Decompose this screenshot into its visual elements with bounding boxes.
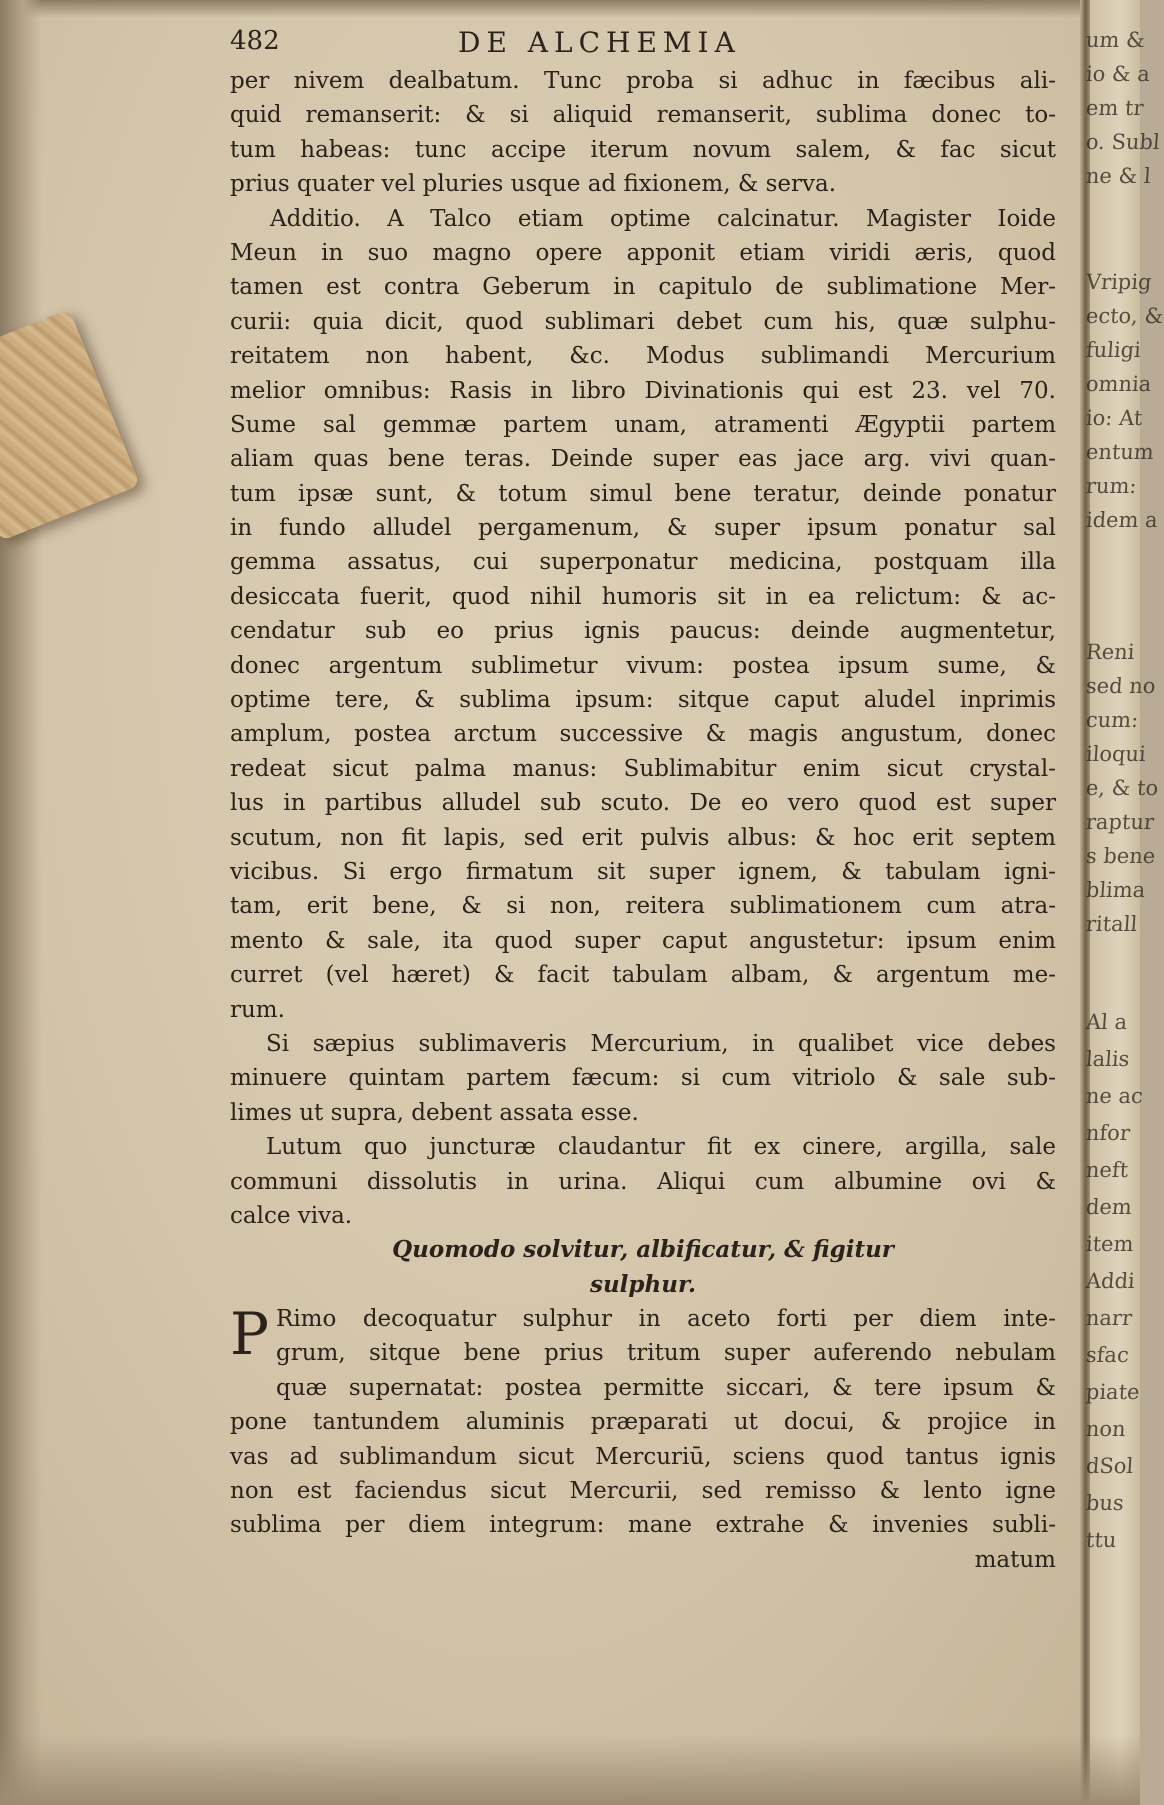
- section-heading: sulphur.: [590, 1270, 696, 1298]
- facing-page-fragment: Vripig: [1085, 270, 1153, 294]
- facing-page-fragment: sed no: [1085, 674, 1157, 698]
- facing-page-fragment: idem a: [1085, 508, 1159, 532]
- text-line: tum ipsæ sunt, & totum simul bene teratur, deinde ponatur: [230, 480, 1056, 507]
- facing-page-fragment: blima: [1085, 878, 1147, 902]
- facing-page-fragment: bus: [1085, 1491, 1125, 1515]
- facing-page-fragment: io & a: [1085, 62, 1151, 86]
- text-line: curii: quia dicit, quod sublimari debet cum his, quæ sulphu-: [230, 308, 1056, 335]
- facing-page-fragment: Al a: [1085, 1010, 1128, 1034]
- facing-page-fragment: dSol: [1085, 1454, 1135, 1478]
- facing-page-fragment: em tr: [1085, 96, 1145, 120]
- text-line: lus in partibus alludel sub scuto. De eo vero quod est super: [230, 790, 1056, 817]
- binding-shadow: [0, 0, 42, 1805]
- text-line: tamen est contra Geberum in capitulo de sublimatione Mer-: [230, 274, 1056, 301]
- drop-capital: P: [230, 1300, 270, 1369]
- text-line: Meun in suo magno opere apponit etiam viridi æris, quod: [230, 239, 1056, 266]
- facing-page-fragment: ne & l: [1085, 164, 1152, 188]
- facing-page-fragment: ne ac: [1085, 1084, 1144, 1108]
- facing-page-fragment: item: [1085, 1232, 1135, 1256]
- main-text-block: [230, 64, 1056, 1577]
- text-line: scutum, non fit lapis, sed erit pulvis albus: & hoc erit septem: [230, 824, 1056, 851]
- facing-page-fragment: omnia: [1085, 372, 1153, 396]
- text-line: sublima per diem integrum: mane extrahe & invenies subli-: [230, 1512, 1056, 1539]
- facing-page-fragment: lalis: [1085, 1047, 1131, 1071]
- facing-page-fragment: s bene: [1085, 844, 1157, 868]
- facing-page-fragment: nfor: [1085, 1121, 1131, 1145]
- facing-page-fragment: ritall: [1085, 912, 1138, 936]
- text-line: Additio. A Talco etiam optime calcinatur. Magister Ioide: [270, 205, 1056, 232]
- facing-page-fragment: o. Subl: [1085, 130, 1161, 154]
- text-line: cendatur sub eo prius ignis paucus: deinde augmentetur,: [230, 618, 1056, 645]
- facing-page-fragment: ecto, &: [1085, 304, 1164, 328]
- section-heading: Quomodo solvitur, albificatur, & figitur: [392, 1236, 894, 1264]
- page-top-edge: [0, 0, 1140, 18]
- facing-page-fragment: rum:: [1085, 474, 1138, 498]
- text-line: non est faciendus sicut Mercurii, sed remisso & lento igne: [230, 1478, 1056, 1505]
- wooden-page-weight: [0, 309, 140, 541]
- page-bottom-shadow: [0, 1735, 1140, 1805]
- text-line: prius quater vel pluries usque ad fixionem, & serva.: [230, 171, 837, 198]
- text-line: aliam quas bene teras. Deinde super eas jace arg. vivi quan-: [230, 446, 1056, 473]
- facing-page-fragment: io: At: [1085, 406, 1144, 430]
- text-line: melior omnibus: Rasis in libro Divinationis qui est 23. vel 70.: [230, 377, 1056, 404]
- text-line: mento & sale, ita quod super caput angustetur: ipsum enim: [230, 927, 1056, 954]
- text-line: Lutum quo juncturæ claudantur fit ex cinere, argilla, sale: [266, 1134, 1056, 1161]
- facing-page-fragment: piate: [1085, 1380, 1141, 1404]
- text-line: Rimo decoquatur sulphur in aceto forti per diem inte-: [276, 1306, 1056, 1333]
- text-line: quæ supernatat: postea permitte siccari, & tere ipsum &: [276, 1374, 1056, 1401]
- text-line: limes ut supra, debent assata esse.: [230, 1099, 639, 1126]
- text-line: per nivem dealbatum. Tunc proba si adhuc in fæcibus ali-: [230, 68, 1056, 94]
- text-line: in fundo alludel pergamenum, & super ipsum ponatur sal: [230, 515, 1056, 542]
- text-line: grum, sitque bene prius tritum super auferendo nebulam: [276, 1340, 1056, 1367]
- facing-page-fragment: cum:: [1085, 708, 1140, 732]
- facing-page-fragment: Addi: [1085, 1269, 1136, 1293]
- facing-page-fragment: sfac: [1085, 1343, 1130, 1367]
- text-line: tam, erit bene, & si non, reitera sublimationem cum atra-: [230, 893, 1056, 920]
- text-line: curret (vel hæret) & facit tabulam albam, & argentum me-: [230, 962, 1056, 989]
- text-line: gemma assatus, cui superponatur medicina, postquam illa: [230, 549, 1056, 576]
- running-head: [230, 26, 800, 64]
- text-line: optime tere, & sublima ipsum: sitque caput aludel inprimis: [230, 687, 1056, 714]
- text-line: tum habeas: tunc accipe iterum novum salem, & fac sicut: [230, 136, 1056, 163]
- text-line: rum.: [230, 996, 285, 1023]
- facing-page-fragment: entum: [1085, 440, 1155, 464]
- text-line: redeat sicut palma manus: Sublimabitur enim sicut crystal-: [230, 755, 1056, 782]
- text-line: vas ad sublimandum sicut Mercuriū, sciens quod tantus ignis: [230, 1443, 1056, 1470]
- text-line: Sume sal gemmæ partem unam, atramenti Ægyptii partem: [230, 411, 1056, 438]
- text-line: Si sæpius sublimaveris Mercurium, in qualibet vice debes: [266, 1030, 1056, 1057]
- page-number: 482: [230, 26, 280, 56]
- facing-page-fragment: iloqui: [1085, 742, 1147, 766]
- facing-page-fragment: fuligi: [1085, 338, 1142, 362]
- text-line: reitatem non habent, &c. Modus sublimandi Mercurium: [230, 343, 1056, 370]
- catchword: matum: [974, 1546, 1056, 1573]
- text-line: amplum, postea arctum successive & magis angustum, donec: [230, 721, 1056, 748]
- text-line: minuere quintam partem fæcum: si cum vitriolo & sale sub-: [230, 1065, 1056, 1092]
- facing-page-fragment: um &: [1085, 28, 1146, 52]
- facing-page-fragment: raptur: [1085, 810, 1155, 834]
- facing-page-fragment: dem: [1085, 1195, 1133, 1219]
- text-line: communi dissolutis in urina. Aliqui cum albumine ovi &: [230, 1168, 1056, 1195]
- text-line: vicibus. Si ergo firmatum sit super ignem, & tabulam igni-: [230, 858, 1056, 885]
- text-line: calce viva.: [230, 1202, 353, 1229]
- facing-page-fragment: e, & to: [1085, 776, 1160, 800]
- text-line: desiccata fuerit, quod nihil humoris sit in ea relictum: & ac-: [230, 583, 1056, 610]
- facing-page-fragment: non: [1085, 1417, 1127, 1441]
- facing-page-fragment: neft: [1085, 1158, 1130, 1182]
- facing-page-fragment: narr: [1085, 1306, 1133, 1330]
- facing-page-fragment: Reni: [1085, 640, 1136, 664]
- running-title: DE ALCHEMIA: [458, 26, 741, 59]
- dropcap-paragraph: [230, 1302, 1056, 1543]
- text-line: donec argentum sublimetur vivum: postea ipsum sume, &: [230, 652, 1056, 679]
- facing-page-fragment: ttu: [1085, 1528, 1118, 1552]
- text-line: quid remanserit: & si aliquid remanserit, sublima donec to-: [230, 102, 1056, 129]
- text-line: pone tantundem aluminis præparati ut docui, & projice in: [230, 1409, 1056, 1436]
